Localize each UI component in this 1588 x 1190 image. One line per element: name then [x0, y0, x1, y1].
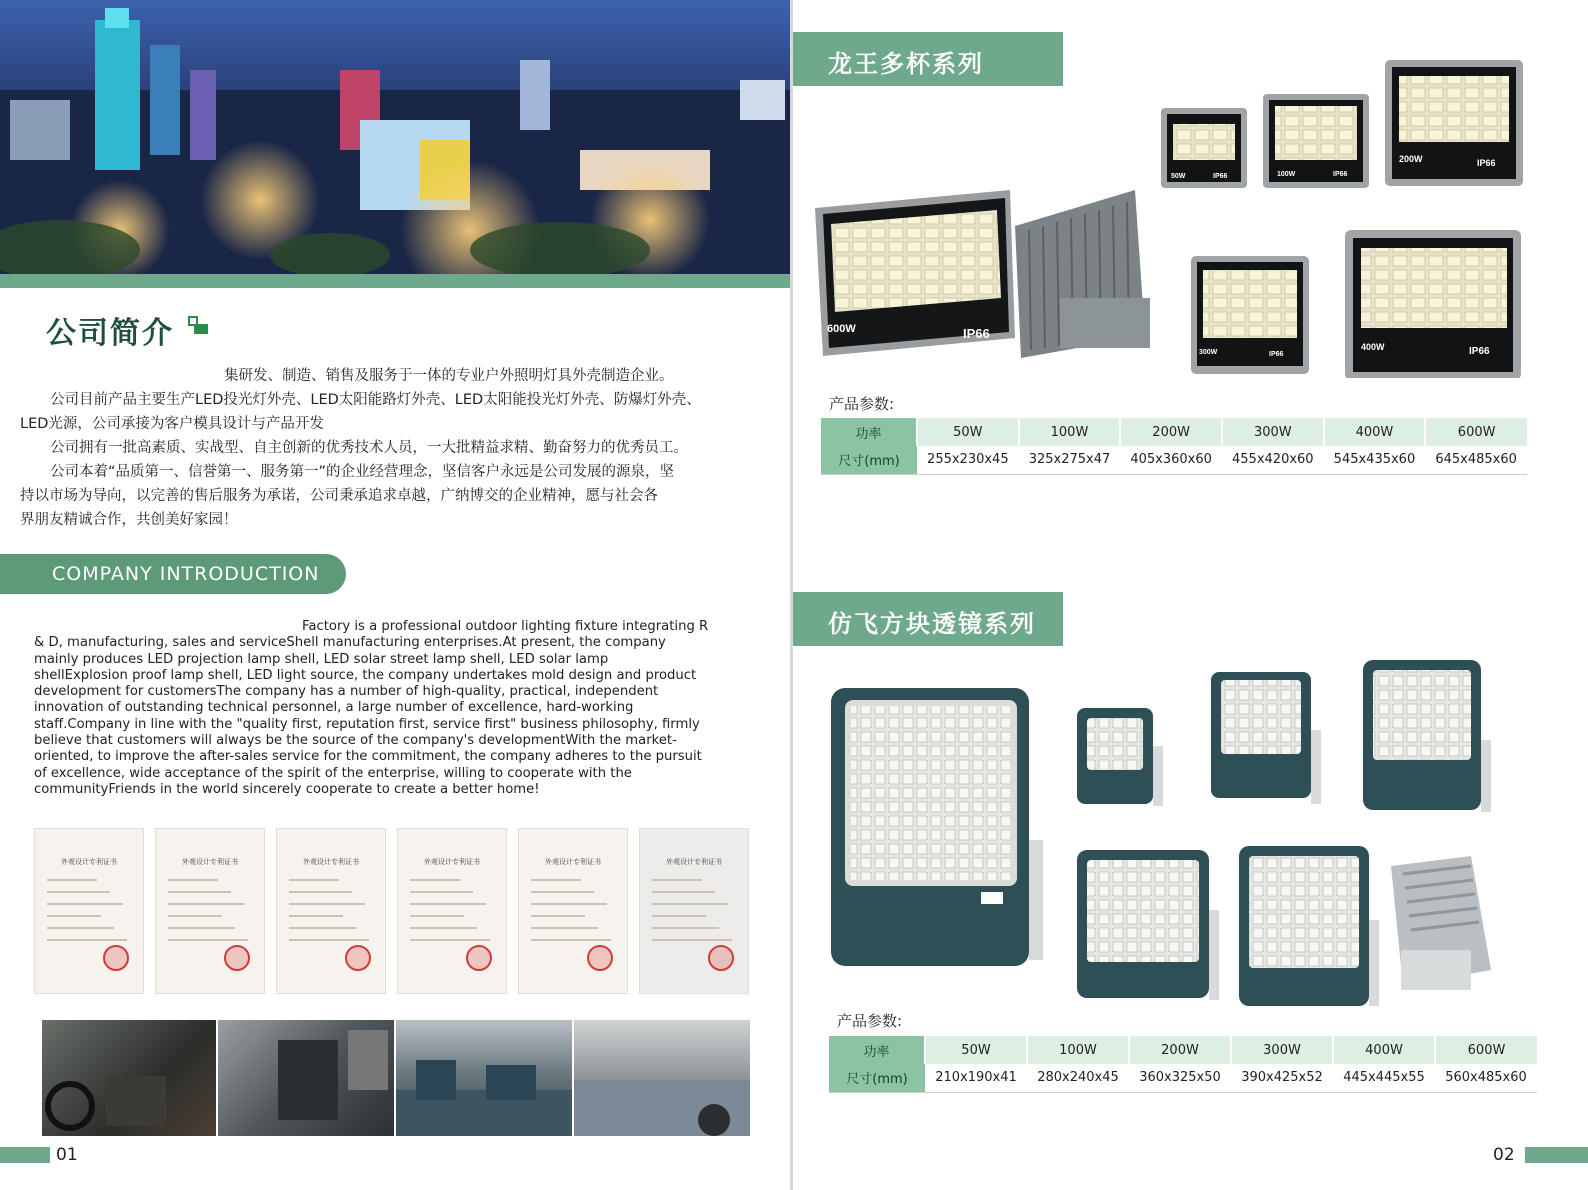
table-cell: 600W — [1435, 1036, 1537, 1064]
certificate-text-line — [168, 879, 218, 881]
floodlight-label: IP66 — [1269, 351, 1284, 358]
certificate-title: 外观设计专利证书 — [666, 858, 722, 866]
certificate-text-line — [168, 927, 235, 929]
intro-en-line: mainly produces LED projection lamp shell, LED solar street lamp shell, LED solar lamp — [34, 651, 609, 667]
certificate-text-line — [531, 939, 611, 941]
factory-photos — [42, 1020, 750, 1136]
factory-photo — [574, 1020, 750, 1136]
certificate-title: 外观设计专利证书 — [424, 858, 480, 866]
certificate-title: 外观设计专利证书 — [182, 858, 238, 866]
certificate-text-line — [531, 891, 594, 893]
header-band — [0, 274, 792, 288]
table-cell: 210x190x41 — [925, 1064, 1027, 1092]
product-images — [815, 58, 1565, 378]
floodlight-label: IP66 — [1213, 173, 1228, 180]
intro-en-line: oriented, to improve the after-sales service for the commitment, the company adheres to the pursuit — [34, 749, 702, 765]
intro-cn-line: 集研发、制造、销售及服务于一体的专业户外照明灯具外壳制造企业。 — [224, 368, 674, 384]
square-lens-floodlight-small — [1077, 708, 1163, 806]
certificate-text-line — [47, 939, 127, 941]
table-cell: 100W — [1027, 1036, 1129, 1064]
patent-certificate — [518, 828, 628, 994]
certificate-text-line — [47, 915, 101, 917]
table-cell: 390x425x52 — [1231, 1064, 1333, 1092]
certificate-text-line — [410, 927, 477, 929]
table-cell: 50W — [925, 1036, 1027, 1064]
table-cell: 455x420x60 — [1222, 446, 1324, 474]
floodlight-300w — [1191, 256, 1309, 374]
table-cell: 360x325x50 — [1129, 1064, 1231, 1092]
square-lens-floodlight-400w — [1239, 846, 1379, 1006]
table-row-size — [829, 1064, 1537, 1092]
footer-bar — [0, 1147, 50, 1163]
patent-certificate — [397, 828, 507, 994]
certificate-text-line — [410, 879, 460, 881]
certificate-text-line — [410, 939, 490, 941]
floodlight-200w — [1385, 60, 1523, 186]
intro-en-line: communityFriends in the world sincerely cooperate to create a better home! — [34, 781, 540, 797]
table-cell: 405x360x60 — [1120, 446, 1222, 474]
certificate-text-line — [531, 927, 598, 929]
floodlight-label: 200W — [1399, 154, 1423, 164]
red-seal-icon — [466, 945, 492, 971]
table-cell: 200W — [1120, 418, 1222, 446]
table-cell: 325x275x47 — [1019, 446, 1121, 474]
patent-certificate — [34, 828, 144, 994]
table-cell: 645x485x60 — [1425, 446, 1527, 474]
certificate-text-line — [652, 915, 706, 917]
floodlight-label: IP66 — [1333, 171, 1348, 178]
floodlight-back-view — [1015, 190, 1150, 358]
table-cell: 545x435x60 — [1324, 446, 1426, 474]
table-cell: 445x445x55 — [1333, 1064, 1435, 1092]
intro-cn — [20, 364, 770, 532]
spec-label: 产品参数: — [837, 1012, 903, 1030]
table-cell: 200W — [1129, 1036, 1231, 1064]
section-heading-en — [0, 554, 346, 594]
intro-en-line: shellExplosion proof lamp shell, LED light source, the company undertakes mold design and product — [34, 667, 697, 683]
intro-en-line: Factory is a professional outdoor lighting fixture integrating R — [302, 619, 709, 634]
certificate-text-line — [168, 891, 231, 893]
intro-cn-line: 公司拥有一批高素质、实战型、自主创新的优秀技术人员，一大批精益求精、勤奋努力的优秀员工。 — [50, 440, 688, 456]
floodlight-100w — [1263, 94, 1369, 188]
certificate-text-line — [47, 879, 97, 881]
series-title-tab — [793, 592, 1063, 646]
intro-en-line: of excellence, wide acceptance of the spirit of the enterprise, willing to cooperate with the — [34, 765, 632, 781]
intro-en-line: innovation of outstanding technical personnel, a large number of excellence, hard-working — [34, 700, 634, 716]
floodlight-50w — [1161, 108, 1247, 188]
red-seal-icon — [708, 945, 734, 971]
table-header-cell: 尺寸(mm) — [821, 446, 917, 474]
table-row-size — [821, 446, 1527, 474]
table-cell: 400W — [1324, 418, 1426, 446]
floodlight-label: 100W — [1277, 171, 1296, 178]
table-cell: 400W — [1333, 1036, 1435, 1064]
intro-en-line: & D, manufacturing, sales and serviceShell manufacturing enterprises.At present, the company — [34, 635, 666, 651]
certificate-text-line — [168, 915, 222, 917]
certificate-text-line — [289, 891, 352, 893]
certificate-text-line — [531, 903, 607, 905]
intro-en-line: development for customersThe company has a number of high-quality, practical, independent — [34, 684, 659, 700]
certificate-text-line — [289, 927, 356, 929]
patent-certificate — [276, 828, 386, 994]
series-title: 龙王多杯系列 — [828, 50, 984, 78]
section-heading-en-text: COMPANY INTRODUCTION — [52, 563, 320, 585]
intro-en-line: believe that customers will always be the source of the company's developmentWith the market- — [34, 733, 677, 749]
red-seal-icon — [224, 945, 250, 971]
page-number: 01 — [56, 1145, 78, 1165]
square-lens-floodlight-large-2 — [1363, 660, 1491, 812]
table-header-cell: 功率 — [821, 418, 917, 446]
certificate-text-line — [168, 939, 248, 941]
certificate-title: 外观设计专利证书 — [61, 858, 117, 866]
floodlight-label: 300W — [1199, 349, 1218, 356]
floodlight-label: IP66 — [963, 326, 990, 341]
patent-certificate — [639, 828, 749, 994]
city-night-photo — [0, 0, 792, 274]
certificate-text-line — [289, 939, 369, 941]
certificate-text-line — [410, 903, 486, 905]
corner-square-icon — [188, 316, 210, 342]
table-row-power — [829, 1036, 1537, 1064]
table-cell: 255x230x45 — [917, 446, 1019, 474]
certificate-text-line — [531, 915, 585, 917]
table-cell: 280x240x45 — [1027, 1064, 1129, 1092]
table-header-cell: 尺寸(mm) — [829, 1064, 925, 1092]
patent-certificate — [155, 828, 265, 994]
intro-cn-line: 公司目前产品主要生产LED投光灯外壳、LED太阳能路灯外壳、LED太阳能投光灯外壳、防爆灯外壳、 — [50, 392, 701, 408]
certificate-text-line — [289, 903, 365, 905]
certificate-text-line — [410, 915, 464, 917]
certificate-text-line — [289, 879, 339, 881]
spec-table — [829, 1036, 1537, 1093]
certificate-text-line — [652, 927, 719, 929]
certificate-text-line — [47, 927, 114, 929]
intro-en — [34, 619, 746, 798]
table-cell: 50W — [917, 418, 1019, 446]
patent-certificates — [34, 828, 748, 996]
certificate-title: 外观设计专利证书 — [545, 858, 601, 866]
red-seal-icon — [103, 945, 129, 971]
table-cell: 300W — [1222, 418, 1324, 446]
series-title: 仿飞方块透镜系列 — [828, 610, 1036, 638]
factory-photo — [218, 1020, 394, 1136]
intro-en-line: staff.Company in line with the "quality first, reputation first, service first" business philosophy, firmly — [34, 716, 700, 732]
floodlight-label: 600W — [827, 323, 856, 335]
table-cell: 560x485x60 — [1435, 1064, 1537, 1092]
intro-cn-line: 持以市场为导向，以完善的售后服务为承诺，公司秉承追求卓越，广纳博交的企业精神，愿与社会各 — [20, 488, 658, 504]
certificate-text-line — [289, 915, 343, 917]
table-header-cell: 功率 — [829, 1036, 925, 1064]
floodlight-400w — [1345, 230, 1521, 378]
factory-photo — [42, 1020, 216, 1136]
floodlight-label: IP66 — [1477, 158, 1496, 168]
square-lens-floodlight-300w — [1077, 850, 1219, 1000]
section-heading-cn: 公司简介 — [46, 316, 174, 351]
intro-cn-line: 公司本着“品质第一、信誉第一、服务第一”的企业经营理念，坚信客户永远是公司发展的源泉，坚 — [50, 464, 675, 480]
certificate-text-line — [47, 903, 123, 905]
page-number: 02 — [1493, 1145, 1515, 1165]
certificate-text-line — [410, 891, 473, 893]
right-page — [793, 0, 1588, 1190]
floodlight-label: 400W — [1361, 342, 1385, 352]
factory-photo — [396, 1020, 572, 1136]
spec-label: 产品参数: — [829, 395, 895, 413]
table-cell: 100W — [1019, 418, 1121, 446]
table-cell: 300W — [1231, 1036, 1333, 1064]
certificate-text-line — [168, 903, 244, 905]
footer-bar — [1525, 1147, 1588, 1163]
floodlight-label: 50W — [1171, 173, 1186, 180]
product-images — [831, 660, 1551, 1010]
certificate-text-line — [652, 939, 732, 941]
certificate-text-line — [652, 891, 715, 893]
table-row-power — [821, 418, 1527, 446]
table-cell: 600W — [1425, 418, 1527, 446]
certificate-text-line — [531, 879, 581, 881]
floodlight-label: IP66 — [1469, 346, 1490, 357]
certificate-text-line — [652, 879, 702, 881]
red-seal-icon — [587, 945, 613, 971]
intro-cn-line: 界朋友精诚合作，共创美好家园！ — [20, 512, 238, 528]
square-lens-floodlight-large — [831, 688, 1043, 966]
floodlight-600w — [815, 190, 1015, 356]
certificate-text-line — [47, 891, 110, 893]
spec-table — [821, 418, 1527, 475]
certificate-text-line — [652, 903, 728, 905]
square-lens-floodlight-back — [1391, 856, 1491, 990]
certificate-title: 外观设计专利证书 — [303, 858, 359, 866]
intro-cn-line: LED光源，公司承接为客户模具设计与产品开发 — [20, 416, 324, 432]
left-page — [0, 0, 792, 1190]
square-lens-floodlight-medium — [1211, 672, 1321, 804]
red-seal-icon — [345, 945, 371, 971]
